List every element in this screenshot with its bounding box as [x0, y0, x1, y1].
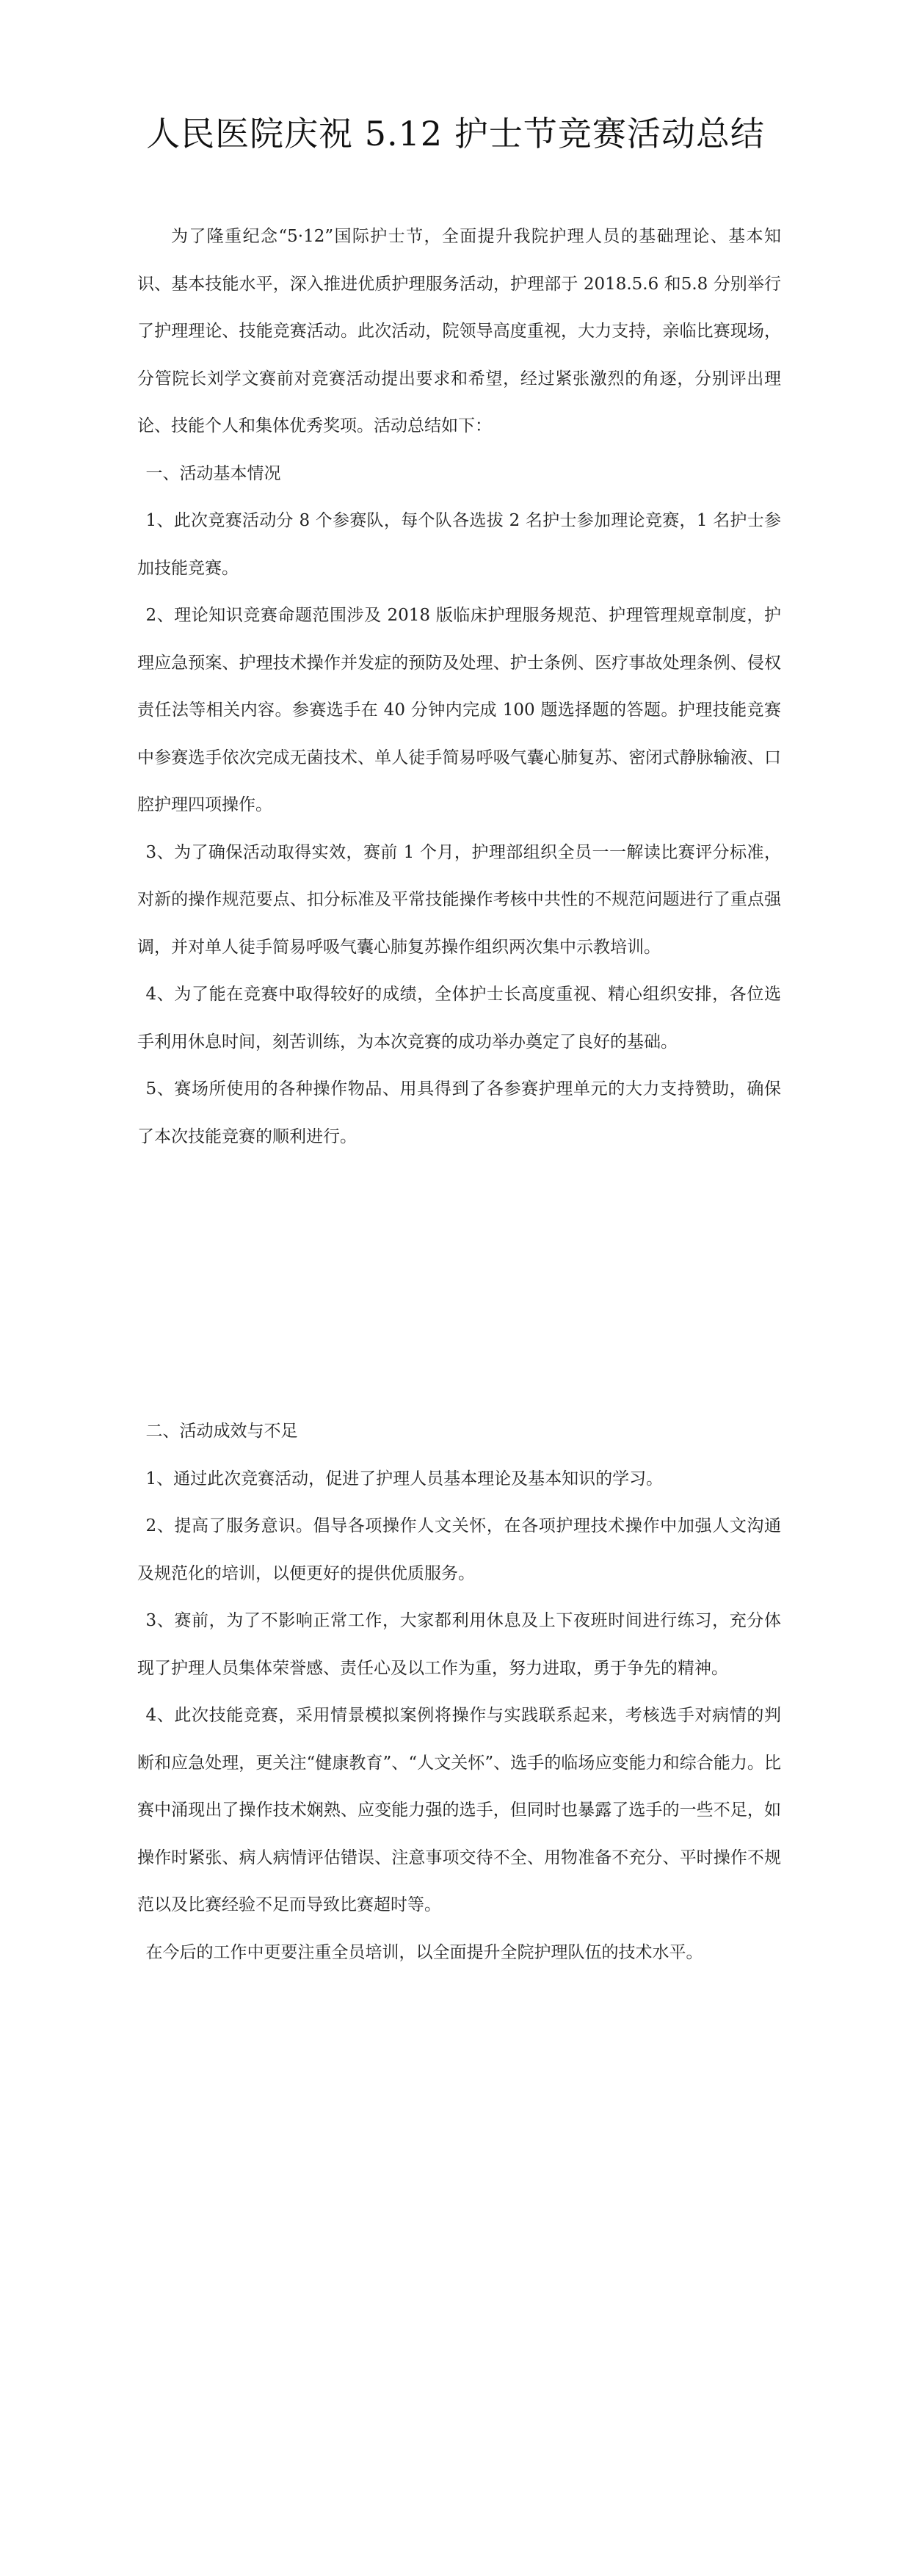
section2-item-4: 4、此次技能竞赛，采用情景模拟案例将操作与实践联系起来，考核选手对病情的判断和应急处理，更关注“健康教育”、“人文关怀”、选手的临场应变能力和综合能力。比赛中涌现出了操作技术娴熟、应变能力强的选手，但同时也暴露了选手的一些不足，如操作时紧张、病人病情评估错误、注意事项交待不全、用物准备不充分、平时操作不规范以及比赛经验不足而导致比赛超时等。: [137, 1706, 781, 1914]
section2-item-1: 1、通过此次竞赛活动，促进了护理人员基本理论及基本知识的学习。: [145, 1469, 664, 1488]
section1-item-4: 4、为了能在竞赛中取得较好的成绩，全体护士长高度重视、精心组织安排，各位选手利用休息时间，刻苦训练，为本次竞赛的成功举办奠定了良好的基础。: [137, 985, 781, 1052]
document-title: 人民医院庆祝 5.12 护士节竞赛活动总结: [146, 114, 765, 153]
section2-item-2: 2、提高了服务意识。倡导各项操作人文关怀，在各项护理技术操作中加强人文沟通及规范化的培训，以便更好的提供优质服务。: [137, 1516, 781, 1583]
section1-item-2: 2、理论知识竞赛命题范围涉及 2018 版临床护理服务规范、护理管理规章制度，护理应急预案、护理技术操作并发症的预防及处理、护士条例、医疗事故处理条例、侵权责任法等相关内容。参赛选手在 40 分钟内完成 100 题选择题的答题。护理技能竞赛中参赛选手依次完成无菌技术、单人徒手简易呼吸气囊心肺复苏、密闭式静脉输液、口腔护理四项操作。: [137, 606, 781, 814]
section-results: [137, 1408, 781, 1976]
section1-item-1: 1、此次竞赛活动分 8 个参赛队，每个队各选拔 2 名护士参加理论竞赛，1 名护士参加技能竞赛。: [137, 511, 781, 578]
section2-closing: 在今后的工作中更要注重全员培训，以全面提升全院护理队伍的技术水平。: [145, 1942, 703, 1962]
intro-paragraph: 为了隆重纪念“5·12”国际护士节，全面提升我院护理人员的基础理论、基本知识、基本技能水平，深入推进优质护理服务活动，护理部于 2018.5.6 和5.8 分别举行了护理理论、技能竞赛活动。此次活动，院领导高度重视，大力支持，亲临比赛现场，分管院长刘学文赛前对竞赛活动提出要求和希望，经过紧张激烈的角逐，分别评出理论、技能个人和集体优秀奖项。活动总结如下：: [137, 227, 781, 435]
section-intro-and-basics: [137, 213, 781, 1160]
section1-heading: 一、活动基本情况: [145, 463, 281, 483]
section2-item-3: 3、赛前，为了不影响正常工作，大家都利用休息及上下夜班时间进行练习，充分体现了护理人员集体荣誉感、责任心及以工作为重，努力进取，勇于争先的精神。: [137, 1611, 781, 1678]
section2-heading: 二、活动成效与不足: [145, 1422, 298, 1441]
section1-item-3: 3、为了确保活动取得实效，赛前 1 个月，护理部组织全员一一解读比赛评分标准，对新的操作规范要点、扣分标准及平常技能操作考核中共性的不规范问题进行了重点强调，并对单人徒手简易呼吸气囊心肺复苏操作组织两次集中示教培训。: [137, 842, 781, 957]
section1-item-5: 5、赛场所使用的各种操作物品、用具得到了各参赛护理单元的大力支持赞助，确保了本次技能竞赛的顺利进行。: [137, 1079, 781, 1146]
